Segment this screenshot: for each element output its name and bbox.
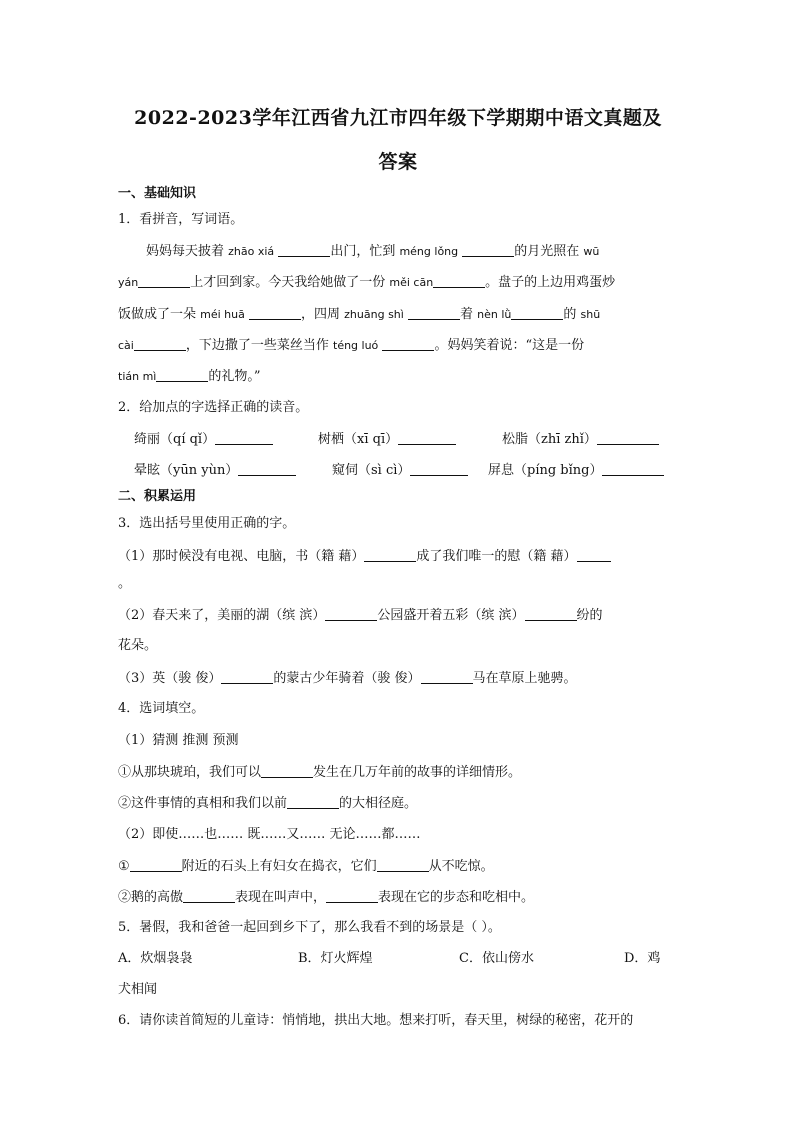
pinyin-nenlv: nèn lǜ [477,308,512,321]
answer-blank[interactable] [597,432,659,445]
pinyin-cai: cài [118,339,134,352]
q4-part-1-words: （1）猜测 推测 预测 [118,733,239,748]
answer-blank[interactable] [183,890,235,903]
q4-part-2-item-1 [118,855,494,874]
q2-item-2 [318,428,456,447]
pinyin-tianmi: tián mì [118,370,157,383]
q3-text: （2）春天来了，美丽的湖（缤 滨） [118,608,326,623]
q3-text: （1）那时候没有电视、电脑，书（籍 藉） [118,549,365,564]
q4-part-2-item-2 [118,886,534,905]
answer-blank[interactable] [238,463,296,476]
answer-blank[interactable] [602,463,664,476]
pinyin-yan: yán [118,276,139,289]
pinyin-wu: wū [583,245,600,258]
answer-blank[interactable] [410,463,468,476]
answer-blank[interactable] [215,432,273,445]
q1-text: 。盘子的上边用鸡蛋炒 [485,275,616,290]
answer-blank[interactable] [134,338,186,351]
q3-text: 纷的 [576,608,603,623]
q1-text: ，四周 [301,307,345,322]
q1-text: ，下边撒了一些菜丝当作 [185,338,333,353]
q4-text: ①从那块琥珀，我们可以 [118,765,262,780]
q4-part-1-item-1 [118,761,521,780]
q3-sentence-2-end: 花朵。 [118,638,158,653]
question-2-label: 2．给加点的字选择正确的读音。 [118,400,309,415]
q2-item-4 [134,459,296,478]
q5-option-a[interactable]: A．炊烟袅袅 [118,951,193,966]
q2-item-text: 窥伺（sì cì） [332,463,411,478]
answer-blank[interactable] [398,432,456,445]
q1-text: 着 [459,307,478,322]
q2-item-3 [502,428,659,447]
question-1-line-5 [118,365,261,384]
q1-text: 上才回到家。今天我给她做了一份 [190,275,390,290]
pinyin-zhuangshi: zhuāng shì [344,308,404,321]
q4-part-1-item-2 [118,792,417,811]
answer-blank[interactable] [326,890,378,903]
answer-blank[interactable] [156,369,208,382]
q1-text: 的礼物。” [208,369,261,384]
q2-item-text: 屏息（píng bǐng） [488,463,603,478]
answer-blank[interactable] [525,608,577,621]
q3-text: 成了我们唯一的慰（籍 藉） [416,549,577,564]
answer-blank[interactable] [511,307,563,320]
q3-text: （3）英（骏 俊） [118,671,222,686]
q4-part-2-words: （2）即使……也…… 既……又…… 无论……都…… [118,827,421,842]
pinyin-meihua: méi huā [200,308,245,321]
answer-blank[interactable] [421,671,473,684]
answer-blank[interactable] [382,338,434,351]
q2-item-1 [134,428,273,447]
q4-text: ②这件事情的真相和我们以前 [118,796,288,811]
answer-blank[interactable] [261,765,313,778]
document-title-line-2: 答案 [378,151,418,173]
q3-sentence-1 [118,545,611,564]
q2-item-text: 松脂（zhī zhǐ） [502,432,597,447]
q4-text: 表现在它的步态和吃相中。 [378,890,535,905]
q2-item-text: 晕眩（yūn yùn） [134,463,239,478]
question-5-label: 5．暑假，我和爸爸一起回到乡下了，那么我看不到的场景是（ ）。 [118,920,501,935]
pinyin-menglong: méng lǒng [399,245,459,258]
pinyin-tengluo: téng luó [333,339,379,352]
q4-text: 发生在几万年前的故事的详细情形。 [313,765,522,780]
answer-blank[interactable] [377,859,429,872]
answer-blank[interactable] [287,796,339,809]
question-1-line-2 [118,271,615,290]
question-1-line-1 [146,240,599,259]
question-1-line-3 [118,303,600,322]
q1-text: 饭做成了一朵 [118,307,201,322]
q4-text: 从不吃惊。 [428,859,494,874]
q1-text: 出门，忙到 [330,244,400,259]
q5-option-c[interactable]: C．依山傍水 [459,951,534,966]
q5-option-d[interactable]: D．鸡 [624,951,661,966]
q5-option-b[interactable]: B．灯火辉煌 [298,951,373,966]
q3-text: 马在草原上驰骋。 [472,671,577,686]
question-3-label: 3．选出括号里使用正确的字。 [118,516,296,531]
section-heading-basics: 一、基础知识 [118,186,197,201]
pinyin-meican: měi cān [389,276,434,289]
q1-text: 。妈妈笑着说：“这是一份 [434,338,585,353]
answer-blank[interactable] [408,307,460,320]
q5-option-d-continued: 犬相闻 [118,982,158,997]
q1-text: 的 [563,307,581,322]
question-1-line-4 [118,334,584,353]
section-heading-accumulation: 二、积累运用 [118,489,197,504]
q4-text: ① [118,859,130,874]
answer-blank[interactable] [577,549,611,562]
answer-blank[interactable] [433,275,485,288]
pinyin-shu: shū [580,308,601,321]
q3-sentence-2 [118,604,603,623]
q4-text: 表现在叫声中， [235,890,327,905]
answer-blank[interactable] [278,244,330,257]
q2-item-5 [332,459,468,478]
document-title-line-1: 2022-2023学年江西省九江市四年级下学期期中语文真题及 [134,107,662,129]
q3-text: 的蒙古少年骑着（骏 俊） [273,671,421,686]
answer-blank[interactable] [364,549,416,562]
question-4-label: 4．选词填空。 [118,701,205,716]
answer-blank[interactable] [462,244,514,257]
q3-sentence-3 [118,667,577,686]
q1-text: 妈妈每天披着 [146,244,229,259]
answer-blank[interactable] [249,307,301,320]
q4-text: 附近的石头上有妇女在捣衣，它们 [181,859,377,874]
question-1-label: 1．看拼音，写词语。 [118,212,244,227]
question-6-label: 6．请你读首简短的儿童诗：悄悄地，拱出大地。想来打听，春天里，树绿的秘密，花开的 [118,1013,634,1028]
answer-blank[interactable] [325,608,377,621]
q2-item-text: 绮丽（qí qǐ） [134,432,216,447]
q4-text: ②鹅的高傲 [118,890,184,905]
answer-blank[interactable] [138,275,190,288]
pinyin-zhaoxia: zhāo xiá [228,245,275,258]
answer-blank[interactable] [130,859,182,872]
answer-blank[interactable] [221,671,273,684]
q3-sentence-1-end: 。 [118,576,132,591]
q2-item-6 [488,459,664,478]
q2-item-text: 树栖（xī qī） [318,432,399,447]
q4-text: 的大相径庭。 [339,796,418,811]
q1-text: 的月光照在 [514,244,584,259]
q3-text: 公园盛开着五彩（缤 滨） [377,608,525,623]
